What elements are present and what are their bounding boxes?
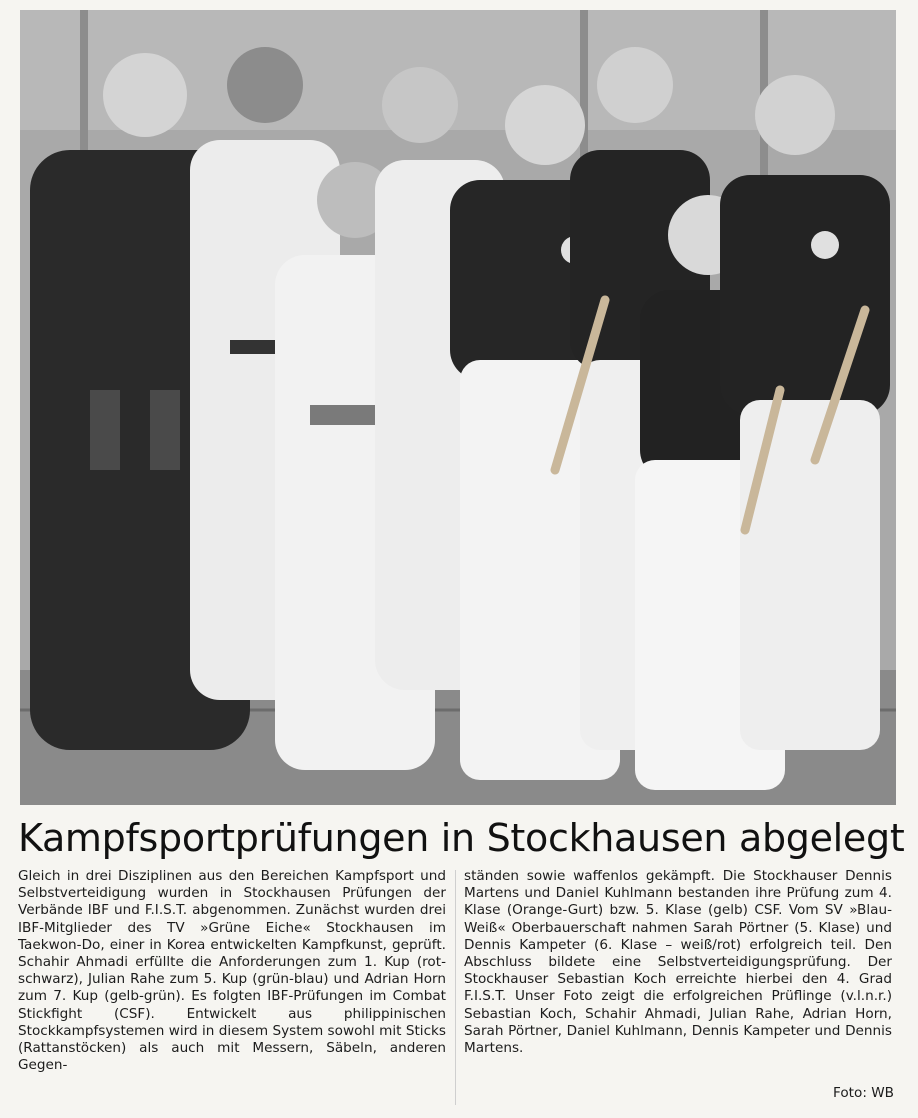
article-headline: Kampfsportprüfungen in Stockhausen abgelegt — [18, 816, 905, 860]
article-text-left: Gleich in drei Disziplinen aus den Bereichen Kampfsport und Selbstverteidigung wurden in Stockhausen Prüfungen der Verbände IBF und F.I.S.T. abgenommen. Zunächst wurden drei IBF-Mitglieder des TV »Grüne Eiche« Stockhausen im Taekwon-Do, einer in Korea entwickelten Kampfkunst, geprüft. Schahir Ahmadi erfüllte die Anforderungen zum 1. Kup (rot-schwarz), Julian Rahe zum 5. Kup (grün-blau) und Adrian Horn zum 7. Kup (gelb-grün). Es folgten IBF-Prüfungen im Combat Stickfight (CSF). Entwickelt aus philippinischen Stockkampfsystemen wird in diesem System sowohl mit Sticks (Rattanstöcken) als auch mit Messern, Säbeln, anderen Gegen- — [18, 868, 446, 1074]
article-text-right: ständen sowie waffenlos gekämpft. Die Stockhauser Dennis Martens und Daniel Kuhlmann bestanden ihre Prüfung zum 4. Klase (Orange-Gurt) bzw. 5. Klase (gelb) CSF. Vom SV »Blau-Weiß« Oberbauerschaft nahmen Sarah Pörtner (5. Klase) und Dennis Kampeter (6. Klase – weiß/rot) erfolgreich teil. Den Abschluss bildete eine Selbstverteidigungsprüfung. Der Stockhauser Sebastian Koch erreichte hierbei den 4. Grad F.I.S.T. Unser Foto zeigt die erfolgreichen Prüflinge (v.l.n.r.) Sebastian Koch, Schahir Ahmadi, Julian Rahe, Adrian Horn, Sarah Pörtner, Daniel Kuhlmann, Dennis Kampeter und Dennis Martens. — [464, 868, 892, 1057]
photo-credit: Foto: WB — [833, 1085, 894, 1101]
group-photo-illustration — [20, 10, 896, 805]
column-divider — [455, 870, 456, 1105]
group-photo — [20, 10, 896, 805]
article-column-right — [464, 868, 892, 1057]
article-column-left — [18, 868, 446, 1074]
